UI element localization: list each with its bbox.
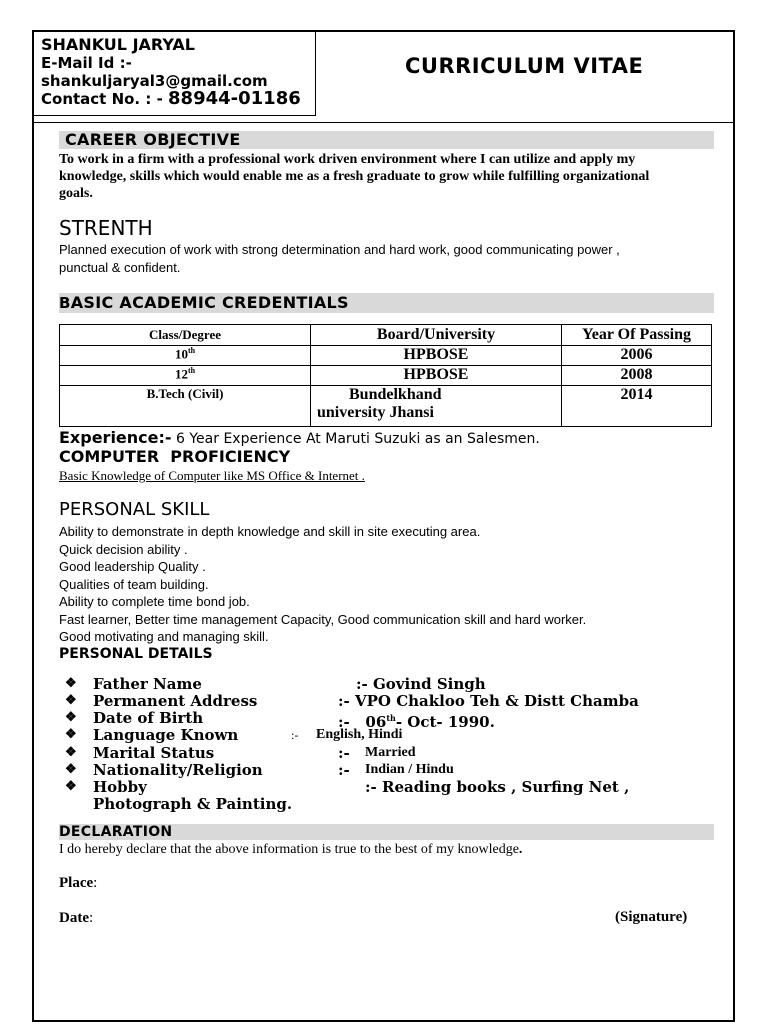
class-cell	[60, 366, 311, 386]
place-label: Place	[59, 875, 94, 891]
diamond-bullet-icon: ❖	[65, 762, 77, 777]
class-value: 12	[174, 366, 188, 382]
detail-value: English, Hindi	[316, 727, 403, 742]
date-field	[59, 909, 93, 927]
candidate-name: SHANKUL JARYAL	[41, 35, 195, 54]
contact-line	[41, 90, 307, 108]
detail-label: Father Name	[93, 675, 202, 693]
dob-suffix: - Oct- 1990.	[395, 713, 495, 731]
date-colon: :	[89, 910, 94, 926]
skill-item: Fast learner, Better time management Capacity, Good communication skill and hard worker.	[59, 611, 587, 627]
skill-item: Good leadership Quality .	[59, 559, 206, 574]
diamond-bullet-icon: ❖	[65, 710, 77, 725]
board-line: university Jhansi	[317, 404, 434, 421]
contact-number: 88944-01186	[168, 88, 301, 109]
detail-separator: :-	[291, 728, 299, 742]
experience-label: Experience:-	[59, 428, 172, 447]
career-line: knowledge, skills which would enable me as a fresh graduate to grow while fulfilling organizational	[59, 169, 650, 184]
contact-box	[32, 30, 316, 116]
computer-heading: COMPUTER PROFICIENCY	[59, 447, 291, 466]
table-row	[60, 346, 712, 366]
class-cell: B.Tech (Civil)	[60, 386, 311, 427]
table-header-cell: Board/University	[311, 325, 562, 346]
place-colon: :	[93, 875, 98, 891]
skill-item: Good motivating and managing skill.	[59, 629, 269, 644]
board-line: Bundelkhand	[349, 386, 442, 403]
skill-item: Qualities of team building.	[59, 576, 209, 592]
email-label: E-Mail Id :-	[41, 54, 132, 72]
personal-skill-heading: PERSONAL SKILL	[59, 499, 210, 520]
career-objective-heading: CAREER OBJECTIVE	[59, 131, 714, 149]
academic-heading	[59, 293, 714, 313]
year-cell: 2014	[562, 386, 712, 427]
detail-label: Permanent Address	[93, 692, 258, 710]
skill-item: Ability to complete time bond job.	[59, 594, 250, 609]
declaration-text	[59, 842, 522, 858]
board-cell: HPBOSE	[311, 346, 562, 366]
class-value: 10	[174, 346, 188, 362]
year-cell: 2008	[562, 366, 712, 386]
class-sup: th	[187, 366, 196, 375]
career-line: To work in a firm with a professional work driven environment where I can utilize and apply my	[59, 152, 636, 167]
personal-skill-list	[59, 523, 719, 646]
detail-label: Language Known	[93, 726, 239, 744]
detail-value: Married	[365, 745, 416, 760]
declaration-heading: DECLARATION	[59, 824, 714, 840]
place-field	[59, 874, 97, 892]
detail-value: :- Reading books , Surfing Net ,	[365, 778, 630, 796]
academic-heading-initial: B	[59, 294, 71, 312]
diamond-bullet-icon: ❖	[65, 676, 77, 691]
career-line: goals.	[59, 186, 93, 201]
table-row	[60, 366, 712, 386]
detail-separator: :-	[338, 744, 350, 762]
detail-value: :- Govind Singh	[356, 675, 486, 693]
strength-text	[59, 241, 719, 277]
board-cell: HPBOSE	[311, 366, 562, 386]
document-title: CURRICULUM VITAE	[405, 54, 644, 78]
dob-sup: th	[386, 713, 396, 723]
signature-label: (Signature)	[615, 909, 688, 925]
table-row	[60, 386, 712, 427]
academic-heading-rest: ASIC ACADEMIC CREDENTIALS	[70, 293, 349, 312]
date-label: Date	[59, 910, 89, 926]
class-cell	[60, 346, 311, 366]
class-sup: th	[187, 346, 196, 355]
dob-prefix: :- 06	[338, 713, 387, 731]
experience-text: 6 Year Experience At Maruti Suzuki as an Salesmen.	[171, 431, 540, 447]
contact-label: Contact No. : -	[41, 90, 163, 108]
personal-details-heading: PERSONAL DETAILS	[59, 646, 213, 662]
experience-line	[59, 428, 540, 448]
detail-label: Hobby	[93, 778, 147, 796]
detail-value-continued: Photograph & Painting.	[93, 795, 293, 813]
academic-table	[59, 324, 712, 427]
computer-text: Basic Knowledge of Computer like MS Office & Internet .	[59, 468, 365, 483]
strength-line: Planned execution of work with strong determination and hard work, good communicating power ,	[59, 242, 620, 257]
detail-label: Nationality/Religion	[93, 761, 263, 779]
header-divider	[32, 122, 735, 123]
career-objective-text	[59, 151, 719, 202]
detail-label: Date of Birth	[93, 709, 204, 727]
email-address: shankuljaryal3@gmail.com	[41, 72, 268, 90]
diamond-bullet-icon: ❖	[65, 693, 77, 708]
table-header-cell: Year Of Passing	[562, 325, 712, 346]
declaration-body: I do hereby declare that the above information is true to the best of my knowledge	[59, 842, 519, 857]
table-header-cell: Class/Degree	[60, 325, 311, 346]
detail-value: Indian / Hindu	[365, 762, 454, 777]
detail-label: Marital Status	[93, 744, 215, 762]
strength-heading: STRENTH	[59, 216, 153, 240]
board-cell	[311, 386, 562, 427]
skill-item: Ability to demonstrate in depth knowledge and skill in site executing area.	[59, 524, 481, 539]
diamond-bullet-icon: ❖	[65, 727, 77, 742]
skill-item: Quick decision ability .	[59, 541, 188, 557]
diamond-bullet-icon: ❖	[65, 779, 77, 794]
detail-separator: :-	[338, 761, 350, 779]
table-header-row	[60, 325, 712, 346]
year-cell: 2006	[562, 346, 712, 366]
diamond-bullet-icon: ❖	[65, 745, 77, 760]
strength-line: punctual & confident.	[59, 260, 181, 275]
detail-value: :- VPO Chakloo Teh & Distt Chamba	[338, 692, 639, 710]
declaration-period: .	[518, 842, 523, 857]
